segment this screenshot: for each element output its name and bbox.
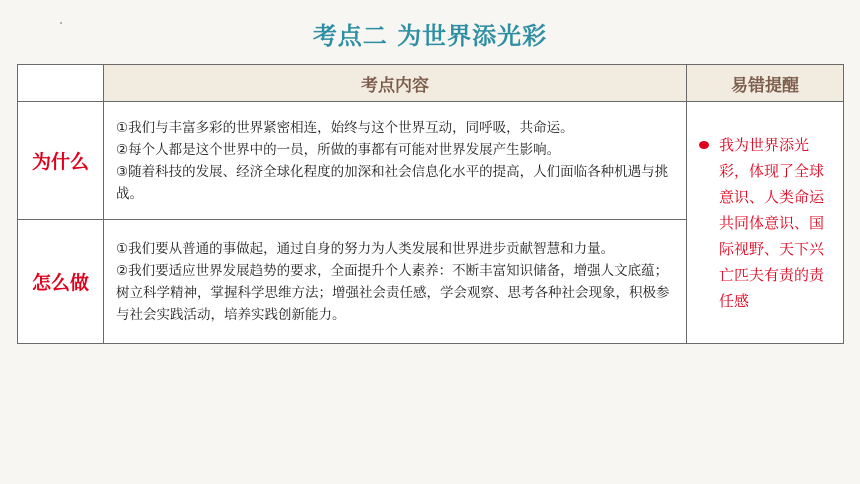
- content-item: ①我们要从普通的事做起，通过自身的努力为人类发展和世界进步贡献智慧和力量。: [116, 240, 615, 257]
- row-label-how: 怎么做: [18, 220, 104, 344]
- row-label-why: 为什么: [18, 102, 104, 220]
- row-content-why: [104, 102, 687, 220]
- bullet-icon: [699, 141, 709, 149]
- table-header-row: [18, 65, 844, 102]
- table-row: [18, 102, 844, 220]
- note-cell: [687, 102, 844, 344]
- content-item: ③随着科技的发展、经济全球化程度的加深和社会信息化水平的提高，人们面临各种机遇与挑战。: [116, 163, 669, 202]
- header-note: 易错提醒: [687, 65, 844, 102]
- note-text: 我为世界添光彩，体现了全球意识、人类命运共同体意识、国际视野、天下兴亡匹夫有责的责任感: [719, 135, 825, 310]
- content-item: ②我们要适应世界发展趋势的要求，全面提升个人素养：不断丰富知识储备，增强人文底蕴；树立科学精神，掌握科学思维方法；增强社会责任感，学会观察、思考各种社会现象，积极参与社会实践活动，培养实践创新能力。: [116, 262, 670, 323]
- knowledge-table: [17, 64, 844, 344]
- row-content-how: [104, 220, 687, 344]
- note-item: [699, 132, 829, 314]
- content-item: ①我们与丰富多彩的世界紧密相连，始终与这个世界互动，同呼吸，共命运。: [116, 119, 574, 136]
- page-title: 考点二 为世界添光彩: [312, 22, 548, 50]
- content-item: ②每个人都是这个世界中的一员，所做的事都有可能对世界发展产生影响。: [116, 141, 561, 158]
- header-content: 考点内容: [104, 65, 687, 102]
- header-blank-cell: [18, 65, 104, 102]
